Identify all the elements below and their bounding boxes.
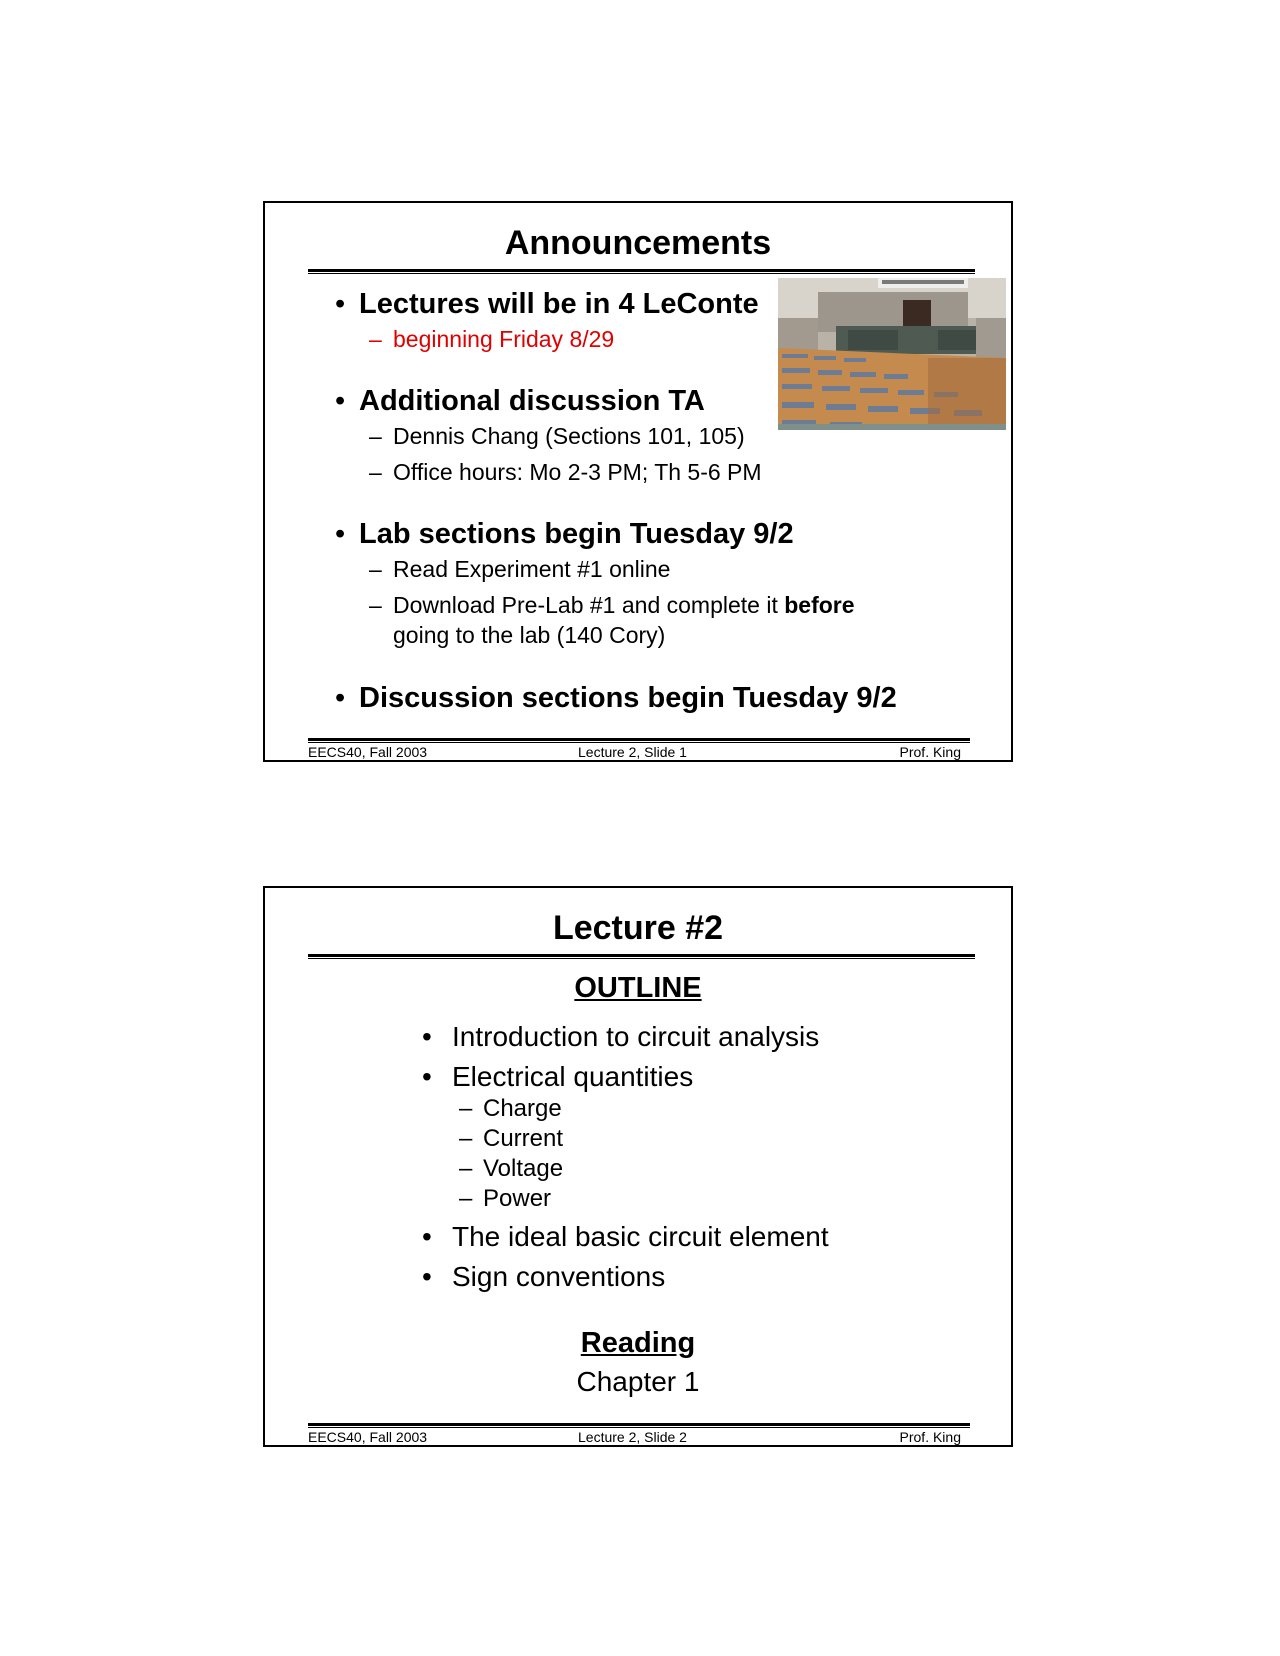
footer-rule	[308, 738, 970, 743]
slide-announcements	[263, 201, 1013, 762]
footer-slide-number: Lecture 2, Slide 1	[578, 744, 687, 760]
footer-rule	[308, 1423, 970, 1428]
sub-download-prelab: – Download Pre-Lab #1 and complete it before	[369, 592, 855, 618]
bullet-discussion-sections: • Discussion sections begin Tuesday 9/2	[335, 682, 897, 714]
footer-course: EECS40, Fall 2003	[308, 1429, 428, 1445]
slide-title: Lecture #2	[552, 909, 724, 947]
reading-heading: Reading	[580, 1327, 696, 1359]
sub-charge: – Charge	[459, 1095, 562, 1122]
slide-lecture-2	[263, 886, 1013, 1447]
title-rule	[308, 269, 975, 274]
bullet-text: Lectures will be in 4 LeConte	[359, 288, 759, 320]
bullet-sign-conventions: • Sign conventions	[422, 1261, 666, 1292]
outline-heading: OUTLINE	[574, 972, 702, 1004]
sub-office-hours: – Office hours: Mo 2-3 PM; Th 5-6 PM	[369, 459, 762, 485]
sub-read-experiment: – Read Experiment #1 online	[369, 556, 671, 582]
footer-instructor: Prof. King	[899, 744, 961, 760]
bullet-intro-circuit: • Introduction to circuit analysis	[422, 1021, 820, 1052]
lecture-hall-photo	[778, 278, 1006, 430]
bullet-dot: •	[335, 288, 346, 320]
footer-slide-number: Lecture 2, Slide 2	[578, 1429, 687, 1445]
bullet-electrical-quantities: • Electrical quantities	[422, 1061, 694, 1092]
sub-current: – Current	[459, 1125, 564, 1152]
footer-instructor: Prof. King	[899, 1429, 961, 1445]
bullet-lab-sections: • Lab sections begin Tuesday 9/2	[335, 518, 794, 550]
bullet-ideal-element: • The ideal basic circuit element	[422, 1221, 829, 1252]
sub-dennis-chang: – Dennis Chang (Sections 101, 105)	[369, 423, 745, 449]
reading-chapter: Chapter 1	[576, 1366, 700, 1397]
slide-title: Announcements	[504, 224, 772, 262]
sub-download-prelab-cont: going to the lab (140 Cory)	[393, 622, 666, 648]
title-rule	[308, 954, 975, 959]
sub-voltage: – Voltage	[459, 1155, 564, 1182]
bullet-lectures	[335, 287, 759, 321]
footer-course: EECS40, Fall 2003	[308, 744, 428, 760]
sub-power: – Power	[459, 1185, 552, 1212]
sub-beginning-friday: – beginning Friday 8/29	[369, 326, 615, 352]
bullet-additional-ta: • Additional discussion TA	[335, 385, 705, 417]
